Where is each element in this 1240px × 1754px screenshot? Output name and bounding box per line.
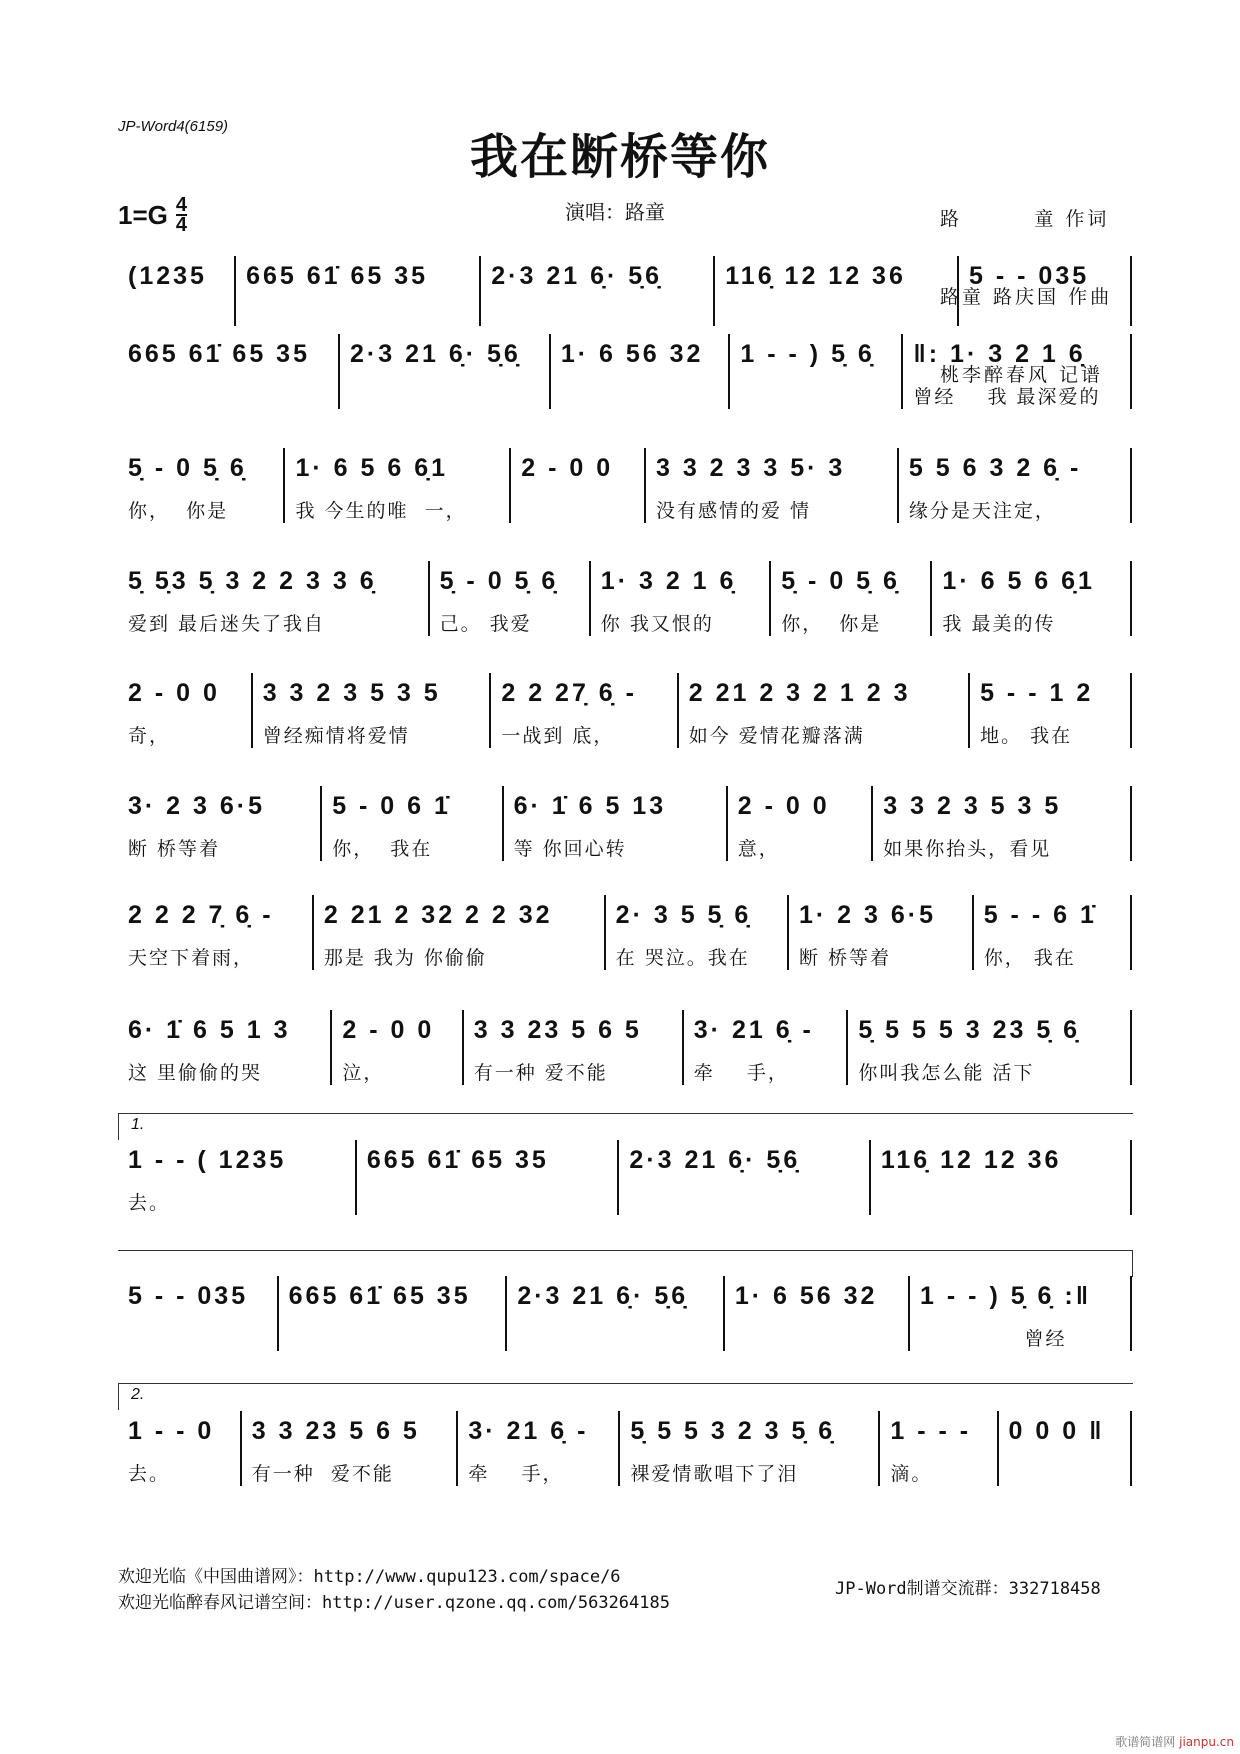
measure-lyrics: 我 最美的传	[942, 613, 1056, 635]
measure-lyrics	[969, 304, 1120, 326]
measure-notes: 3 3 23 5 6 5	[251, 1417, 420, 1445]
measure	[491, 673, 678, 748]
measure-notes: 2·3 21 6̣· 5̣6̣	[517, 1282, 689, 1310]
measure	[606, 895, 789, 970]
measure-lyrics: 等 你回心转	[513, 838, 627, 860]
measure-lyrics: 去。	[128, 1192, 171, 1214]
score-row	[118, 786, 1132, 861]
measure	[464, 1010, 684, 1085]
measure-lyrics: 你， 你是	[128, 500, 229, 522]
volta-number: 1.	[131, 1116, 145, 1133]
measure-notes: 5̣ - 0 5̣ 6̣	[781, 567, 900, 595]
measure-notes: 5 - - 035	[128, 1282, 249, 1310]
footer-link-1: 欢迎光临《中国曲谱网》：http://www.qupu123.com/space/6	[118, 1567, 621, 1587]
measure-lyrics: 那是 我为 你偷偷	[323, 947, 487, 969]
measure-lyrics	[128, 382, 328, 404]
measure	[118, 895, 314, 970]
measure	[974, 895, 1132, 970]
measure-lyrics	[128, 1324, 267, 1346]
measure-notes: 2 - 0 0	[128, 679, 220, 707]
measure-lyrics: 你， 你是	[781, 613, 882, 635]
measure-notes: 1· 2 3 6·5	[799, 901, 937, 929]
measure-lyrics: 曾经痴情将爱情	[262, 725, 410, 747]
measure-notes: 2 - 0 0	[737, 792, 830, 820]
score-row	[118, 1010, 1132, 1085]
measure-notes: 1 - - ) 5̣ 6̣	[740, 340, 875, 368]
measure	[871, 1140, 1132, 1215]
measure	[340, 334, 551, 409]
key-signature	[118, 196, 187, 234]
time-bottom: 4	[175, 214, 187, 236]
measure-lyrics: 滴。	[890, 1463, 933, 1485]
measure-lyrics: 意，	[737, 838, 780, 860]
measure-lyrics: 有一种 爱不能	[251, 1463, 394, 1485]
measure-lyrics	[561, 382, 719, 404]
measure-notes: 3 3 2 3 5 3 5	[262, 679, 441, 707]
measure-lyrics: 有一种 爱不能	[473, 1062, 608, 1084]
measure-notes: 3 3 23 5 6 5	[473, 1016, 642, 1044]
measure-notes: 2·3 21 6̣· 5̣6̣	[491, 262, 663, 290]
time-signature	[176, 196, 187, 234]
measure	[357, 1140, 620, 1215]
measure	[880, 1411, 998, 1486]
measure-lyrics: 天空下着雨，	[128, 947, 255, 969]
measure-notes: 2 21 2 32 2 2 32	[323, 901, 553, 929]
measure-lyrics: 地。 我在	[980, 725, 1073, 747]
measure	[715, 256, 959, 326]
volta-bracket	[118, 1113, 1133, 1140]
measure	[725, 1276, 910, 1351]
measure-lyrics: 爱到 最后迷失了我自	[128, 613, 326, 635]
measure-lyrics: 己。 我爱	[439, 613, 532, 635]
measure-notes: 3· 2 3 6·5	[128, 792, 266, 820]
measure	[684, 1010, 849, 1085]
score-row	[118, 673, 1132, 748]
measure	[899, 448, 1132, 523]
measure	[118, 786, 322, 861]
measure-lyrics: 牵 手，	[693, 1062, 789, 1084]
key-label: 1=G	[118, 199, 168, 230]
transcriber: 桃李醉春风 记谱	[940, 364, 1104, 386]
score-row	[118, 1140, 1132, 1215]
score-row	[118, 561, 1132, 636]
measure-notes: ‖: 1· 3 2 1 6̣	[913, 340, 1086, 368]
watermark-url: jianpu.cn	[1179, 1735, 1234, 1749]
volta-bracket-continuation	[118, 1250, 1133, 1277]
score-row	[118, 1411, 1132, 1486]
measure-lyrics	[289, 1324, 496, 1346]
measure-lyrics: 去。	[128, 1463, 171, 1485]
measure	[771, 561, 932, 636]
measure-notes: 665 61̇ 65 35	[366, 1146, 549, 1174]
measure	[591, 561, 771, 636]
footer-link-2: 欢迎光临醉春风记谱空间：http://user.qzone.qq.com/563264185	[118, 1593, 670, 1613]
measure	[999, 1411, 1132, 1486]
measure-lyrics: 裸爱情歌唱下了泪	[630, 1463, 799, 1485]
score-row	[118, 334, 1132, 409]
song-title: 我在断桥等你	[469, 129, 770, 185]
measure	[619, 1140, 870, 1215]
measure-notes: 1· 6 56 32	[560, 340, 704, 368]
measure-lyrics: 奇，	[128, 725, 171, 747]
measure-notes: 5 - - 035	[969, 262, 1090, 290]
measure-lyrics	[517, 1324, 713, 1346]
measure	[504, 786, 728, 861]
measure-notes: 6· 1̇ 6 5 13	[513, 792, 667, 820]
measure-notes: 1 - - ( 1235	[128, 1146, 287, 1174]
measure	[551, 334, 731, 409]
score-row	[118, 448, 1132, 523]
measure-lyrics	[1009, 1459, 1120, 1481]
score-row	[118, 895, 1132, 970]
measure-lyrics: 你， 我在	[983, 947, 1076, 969]
measure-lyrics: 没有感情的爱 情	[655, 500, 812, 522]
measure	[730, 334, 903, 409]
measure	[910, 1276, 1132, 1351]
measure-notes: 1 - - ) 5̣ 6̣ :‖	[920, 1282, 1092, 1310]
measure	[430, 561, 591, 636]
measure-notes: 5 - - 6 1̇	[983, 901, 1097, 929]
measure	[848, 1010, 1132, 1085]
measure	[970, 673, 1132, 748]
composer: 路童 路庆国 作曲	[940, 286, 1113, 308]
measure	[646, 448, 899, 523]
measure-lyrics: 如果你抬头，看见	[883, 838, 1052, 860]
measure-notes: 5̣ - 0 5̣ 6̣	[439, 567, 559, 595]
measure	[903, 334, 1132, 409]
measure-notes: 5 - - 1 2	[980, 679, 1094, 707]
measure-notes: 3 3 2 3 5 3 5	[883, 792, 1062, 820]
measure	[932, 561, 1132, 636]
measure-notes: 5 5 6 3 2 6̣ -	[908, 454, 1082, 482]
measure	[314, 895, 606, 970]
measure-notes: 116̣ 12 12 36	[725, 262, 906, 290]
measure-notes: 5̣ 5 5 5 3 23 5̣ 6̣	[858, 1016, 1081, 1044]
singer: 演唱：路童	[565, 200, 665, 224]
measure	[118, 1140, 357, 1215]
measure-lyrics	[735, 1324, 898, 1346]
measure-notes: 3 3 2 3 3 5· 3	[655, 454, 846, 482]
measure-lyrics	[246, 304, 469, 326]
measure-notes: 6· 1̇ 6 5 1 3	[128, 1016, 291, 1044]
measure-notes: 5̣ 5 5 3 2 3 5̣ 6̣	[630, 1417, 836, 1445]
measure-lyrics: 断 桥等着	[128, 838, 221, 860]
measure	[242, 1411, 459, 1486]
measure-lyrics: 泣，	[342, 1062, 385, 1084]
measure-notes: 1· 6 5 6 6̣1	[295, 454, 449, 482]
measure-notes: 2 - 0 0	[521, 454, 614, 482]
measure-notes: (1235	[128, 262, 207, 290]
measure-notes: 3· 21 6̣ -	[468, 1417, 589, 1445]
measure-lyrics	[128, 304, 224, 326]
measure	[481, 256, 715, 326]
measure-lyrics: 在 哭泣。我在	[615, 947, 750, 969]
measure-notes: 1· 6 56 32	[734, 1282, 878, 1310]
measure	[118, 256, 236, 326]
score-row	[118, 1276, 1132, 1351]
measure-notes: 2 - 0 0	[342, 1016, 435, 1044]
measure-lyrics: 曾经 我 最深爱的	[913, 386, 1101, 408]
footer-group: JP-Word制谱交流群：332718458	[835, 1579, 1101, 1599]
measure	[118, 673, 253, 748]
measure	[236, 256, 481, 326]
measure-lyrics	[740, 382, 891, 404]
measure-notes: 3· 21 6̣ -	[693, 1016, 814, 1044]
measure-notes: 2 21 2 3 2 1 2 3	[688, 679, 911, 707]
measure	[511, 448, 646, 523]
measure	[507, 1276, 725, 1351]
measure-notes: 0 0 0 ‖	[1008, 1417, 1105, 1445]
measure-lyrics: 断 桥等着	[799, 947, 892, 969]
measure	[279, 1276, 508, 1351]
measure	[118, 1276, 279, 1351]
measure-lyrics	[881, 1188, 1120, 1210]
measure-notes: 116̣ 12 12 36	[880, 1146, 1062, 1174]
measure	[118, 334, 340, 409]
measure	[458, 1411, 620, 1486]
measure-lyrics: 我 今生的唯 一，	[295, 500, 467, 522]
measure	[728, 786, 873, 861]
measure-notes: 1 - - 0	[128, 1417, 215, 1445]
measure	[322, 786, 503, 861]
measure	[789, 895, 974, 970]
measure-notes: 5̣ - 0 5̣ 6̣	[128, 454, 247, 482]
measure	[285, 448, 511, 523]
lyricist: 路 童 作词	[940, 208, 1110, 230]
measure	[118, 1411, 242, 1486]
measure-lyrics: 这 里偷偷的哭	[128, 1062, 263, 1084]
measure-lyrics: 你， 我在	[332, 838, 433, 860]
measure-lyrics	[725, 304, 947, 326]
measure-notes: 1 - - -	[890, 1417, 972, 1445]
measure	[620, 1411, 880, 1486]
measure-lyrics	[521, 496, 634, 518]
measure-notes: 1· 6 5 6 6̣1	[942, 567, 1095, 595]
measure-lyrics: 一战到 底，	[501, 725, 615, 747]
measure-notes: 1· 3 2 1 6̣	[600, 567, 737, 595]
score-row	[118, 256, 1132, 326]
measure	[118, 448, 285, 523]
measure-lyrics: 缘分是天注定，	[908, 500, 1056, 522]
measure-notes: 665 61̇ 65 35	[288, 1282, 471, 1310]
measure	[959, 256, 1132, 326]
measure-notes: 2·3 21 6̣· 5̣6̣	[349, 340, 521, 368]
time-top: 4	[175, 194, 187, 216]
measure-notes: 2 2 27̣ 6̣ -	[501, 679, 637, 707]
measure-lyrics	[491, 304, 703, 326]
measure-lyrics	[367, 1188, 608, 1210]
measure-lyrics	[629, 1188, 858, 1210]
measure-lyrics: 你 我又恨的	[600, 613, 714, 635]
measure-notes: 2·3 21 6̣· 5̣6̣	[629, 1146, 801, 1174]
measure	[118, 1010, 332, 1085]
measure-notes: 2· 3 5 5̣ 6̣	[615, 901, 752, 929]
software-version: JP-Word4(6159)	[118, 118, 229, 135]
measure-lyrics: 曾经	[920, 1328, 1067, 1350]
measure-notes: 665 61̇ 65 35	[128, 340, 310, 368]
measure	[253, 673, 492, 748]
measure	[873, 786, 1132, 861]
volta-number: 2.	[131, 1386, 145, 1403]
watermark-text: 歌谱简谱网	[1115, 1735, 1176, 1749]
measure-notes: 2 2 2 7̣ 6̣ -	[128, 901, 274, 929]
watermark	[1115, 1733, 1234, 1750]
measure-notes: 5̣ 5̣3 5̣ 3 2 2 3 3 6̣	[128, 567, 377, 595]
measure-lyrics: 你叫我怎么能 活下	[858, 1062, 1035, 1084]
measure-lyrics: 牵 手，	[468, 1463, 564, 1485]
measure	[679, 673, 970, 748]
measure-notes: 5 - 0 6 1̇	[332, 792, 451, 820]
measure-lyrics: 如今 爱情花瓣落满	[688, 725, 865, 747]
measure	[118, 561, 430, 636]
measure-lyrics	[350, 382, 539, 404]
volta-bracket	[118, 1383, 1133, 1410]
measure	[332, 1010, 463, 1085]
measure-notes: 665 61̇ 65 35	[246, 262, 429, 290]
